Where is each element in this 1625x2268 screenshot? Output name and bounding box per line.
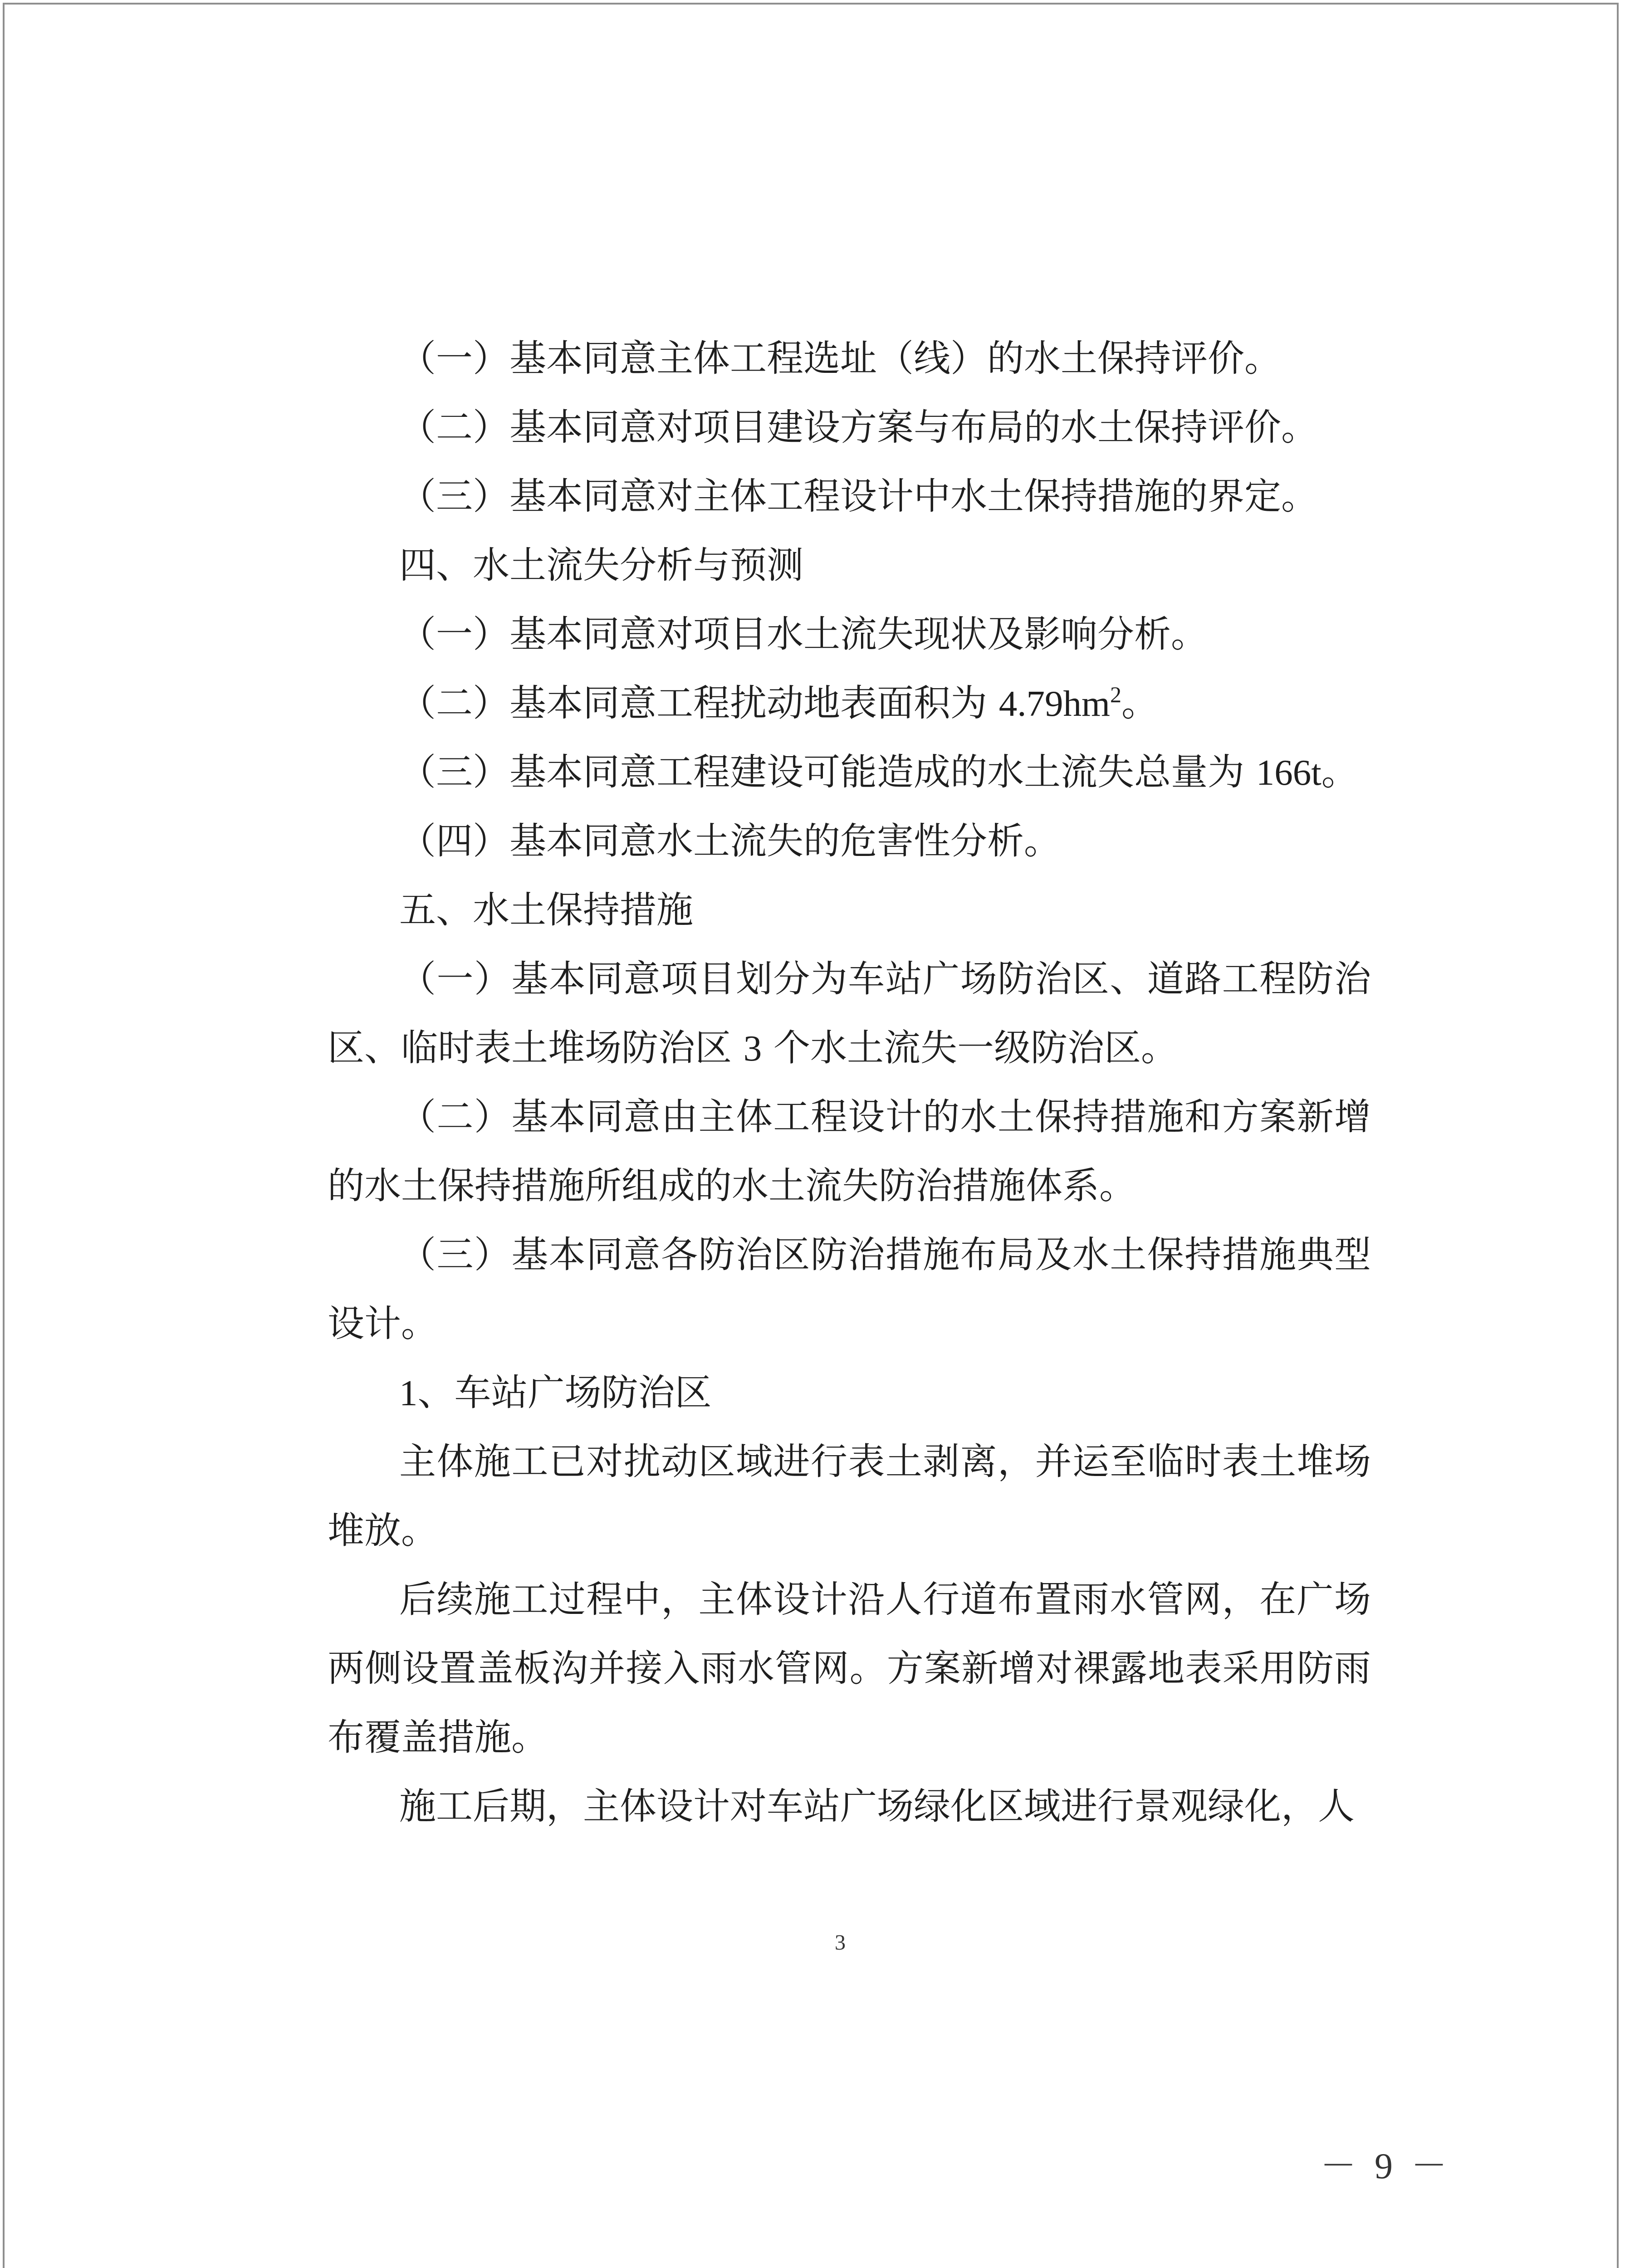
p6-after: 。 bbox=[1121, 682, 1159, 725]
document-page bbox=[3, 3, 1619, 2268]
outer-page-number: － 9 － bbox=[1320, 2146, 1452, 2186]
paragraph-p7 bbox=[328, 738, 1371, 807]
paragraph-p6 bbox=[328, 669, 1371, 738]
p13-after: 、车站广场防治区 bbox=[417, 1372, 712, 1414]
section-heading-4: 四、水土流失分析与预测 bbox=[399, 544, 804, 587]
p10-value: 3 bbox=[743, 1028, 762, 1069]
document-body bbox=[328, 324, 1371, 1841]
p10-before: （一）基本同意项目划分为车站广场防治区、道路工程防治区、临时表土堆场防治区 bbox=[328, 958, 1371, 1070]
p7-after: 。 bbox=[1321, 751, 1358, 794]
paragraph-p5: （一）基本同意对项目水土流失现状及影响分析。 bbox=[399, 613, 1208, 656]
subheading-1 bbox=[328, 1359, 1371, 1427]
section-heading-5: 五、水土保持措施 bbox=[399, 889, 694, 932]
paragraph-p11: （二）基本同意由主体工程设计的水土保持措施和方案新增的水土保持措施所组成的水土流失防治措施体系。 bbox=[328, 1096, 1371, 1207]
p6-before: （二）基本同意工程扰动地表面积为 bbox=[399, 682, 999, 725]
paragraph-p3: （三）基本同意对主体工程设计中水土保持措施的界定。 bbox=[399, 475, 1318, 518]
inner-page-number: 3 bbox=[835, 1931, 846, 1955]
p10-after: 个水土流失一级防治区。 bbox=[762, 1027, 1178, 1070]
paragraph-p14: 主体施工已对扰动区域进行表土剥离，并运至临时表土堆场堆放。 bbox=[328, 1441, 1371, 1552]
p6-sup: 2 bbox=[1110, 682, 1122, 707]
paragraph-p12: （三）基本同意各防治区防治措施布局及水土保持措施典型设计。 bbox=[328, 1234, 1371, 1345]
p7-before: （三）基本同意工程建设可能造成的水土流失总量为 bbox=[399, 751, 1256, 794]
paragraph-p16: 施工后期，主体设计对车站广场绿化区域进行景观绿化，人 bbox=[399, 1785, 1355, 1828]
paragraph-p1: （一）基本同意主体工程选址（线）的水土保持评价。 bbox=[399, 337, 1282, 380]
p7-value: 166t bbox=[1256, 752, 1322, 793]
paragraph-p15: 后续施工过程中，主体设计沿人行道布置雨水管网，在广场两侧设置盖板沟并接入雨水管网。方案新增对裸露地表采用防雨布覆盖措施。 bbox=[328, 1579, 1371, 1759]
paragraph-p10 bbox=[328, 945, 1371, 1083]
paragraph-p8: （四）基本同意水土流失的危害性分析。 bbox=[399, 820, 1061, 863]
paragraph-p2: （二）基本同意对项目建设方案与布局的水土保持评价。 bbox=[399, 406, 1318, 449]
p6-value: 4.79hm bbox=[998, 683, 1111, 724]
p13-value: 1 bbox=[399, 1373, 418, 1413]
